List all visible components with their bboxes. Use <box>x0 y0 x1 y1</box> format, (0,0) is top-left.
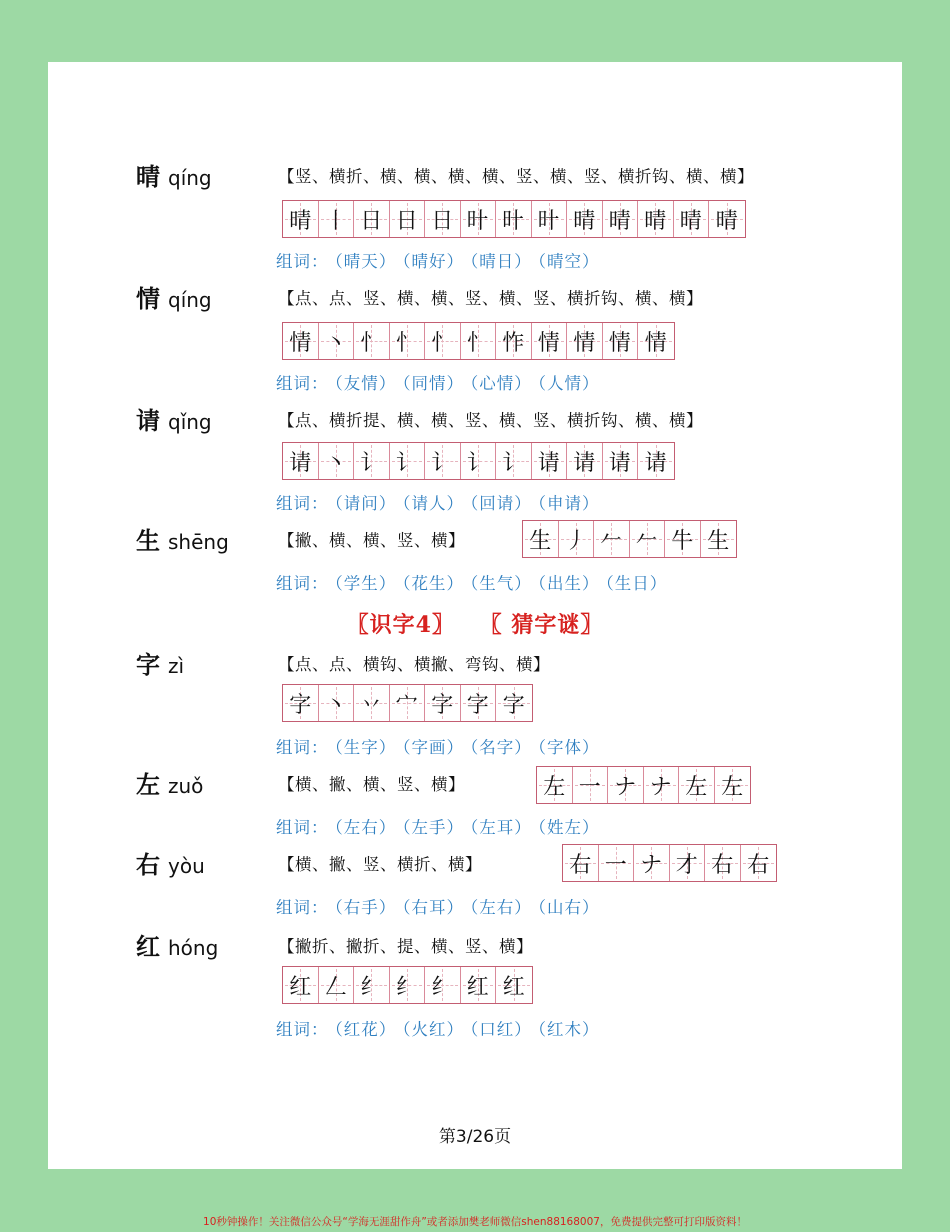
word-group-line <box>276 814 600 838</box>
word-item: （山右） <box>537 898 600 917</box>
stroke-step: 字 <box>502 692 525 718</box>
stroke-grid-cell <box>496 201 532 237</box>
stroke-grid-cell <box>523 521 559 557</box>
stroke-step: 牛 <box>671 528 694 554</box>
stroke-step: 晴 <box>715 208 738 234</box>
word-group-label: 组词： <box>276 494 329 513</box>
section-title-part1: 〖识字4〗 <box>346 612 455 638</box>
stroke-grid-cell <box>354 201 390 237</box>
stroke-grid-cell <box>599 845 635 881</box>
stroke-step: 请 <box>608 450 631 476</box>
stroke-grid-cell <box>461 967 497 1003</box>
stroke-step: 红 <box>289 974 312 1000</box>
word-group-label: 组词： <box>276 898 329 917</box>
word-item: （右耳） <box>402 898 464 917</box>
stroke-grid-cell <box>461 685 497 721</box>
stroke-grid-cell <box>390 685 426 721</box>
pinyin: qíng <box>168 288 212 312</box>
stroke-order-text: 【点、横折提、横、横、竖、横、竖、横折钩、横、横】 <box>278 411 703 430</box>
stroke-grid-cell <box>390 443 426 479</box>
stroke-order-text: 【横、撇、竖、横折、横】 <box>278 855 482 874</box>
pinyin: hóng <box>168 936 219 960</box>
stroke-step: 红 <box>502 974 525 1000</box>
stroke-grid-cell <box>461 201 497 237</box>
stroke-grid-cell <box>532 443 568 479</box>
stroke-grid-cell <box>537 767 573 803</box>
footer-note: 10秒钟操作！关注微信公众号“学海无涯甜作舟”或者添加樊老师微信shen88168007，免费提供完整可打印版资料！ <box>203 1216 747 1228</box>
stroke-step: 丷 <box>360 692 383 718</box>
pinyin: zì <box>168 654 185 678</box>
stroke-grid-cell <box>567 201 603 237</box>
word-group-line <box>276 490 600 514</box>
stroke-step: 旪 <box>466 208 489 234</box>
stroke-step: 字 <box>466 692 489 718</box>
word-group-label: 组词： <box>276 738 329 757</box>
character: 左 <box>136 770 160 799</box>
stroke-step: 讠 <box>502 450 525 476</box>
stroke-step: 讠 <box>466 450 489 476</box>
stroke-grid <box>522 520 737 558</box>
stroke-order-text: 【横、撇、横、竖、横】 <box>278 775 465 794</box>
stroke-grid-cell <box>496 443 532 479</box>
stroke-grid-cell <box>425 967 461 1003</box>
stroke-grid-cell <box>594 521 630 557</box>
stroke-grid-cell <box>603 323 639 359</box>
stroke-grid-cell <box>563 845 599 881</box>
stroke-grid-cell <box>319 685 355 721</box>
word-item: （左耳） <box>470 818 532 837</box>
stroke-step: 旪 <box>537 208 560 234</box>
stroke-step: 晴 <box>608 208 631 234</box>
stroke-step: 一 <box>578 774 601 800</box>
stroke-grid-cell <box>354 685 390 721</box>
word-item: （右手） <box>334 898 397 917</box>
stroke-grid <box>282 684 533 722</box>
stroke-step: 情 <box>608 330 631 356</box>
character-heading <box>136 770 203 801</box>
stroke-step: 请 <box>537 450 560 476</box>
stroke-grid-cell <box>638 201 674 237</box>
stroke-grid-cell <box>532 201 568 237</box>
stroke-grid-cell <box>665 521 701 557</box>
word-item: （左右） <box>334 818 397 837</box>
stroke-grid-cell <box>461 443 497 479</box>
stroke-step: 宀 <box>395 692 418 718</box>
stroke-order-text: 【点、点、竖、横、横、竖、横、竖、横折钩、横、横】 <box>278 289 703 308</box>
stroke-step: 生 <box>707 528 730 554</box>
stroke-step: 纟 <box>431 974 454 1000</box>
stroke-grid-cell <box>559 521 595 557</box>
word-group-line <box>276 894 600 918</box>
word-group-line <box>276 248 600 272</box>
character: 字 <box>136 650 160 679</box>
stroke-step: ナ <box>649 774 672 800</box>
stroke-step: 丶 <box>324 450 347 476</box>
stroke-grid-cell <box>319 201 355 237</box>
stroke-step: 情 <box>573 330 596 356</box>
stroke-grid-cell <box>715 767 751 803</box>
stroke-grid-cell <box>283 685 319 721</box>
stroke-step: 请 <box>573 450 596 476</box>
stroke-grid-cell <box>573 767 609 803</box>
stroke-step: 𠃋 <box>324 974 347 1000</box>
word-item: （出生） <box>537 574 600 593</box>
word-item: （学生） <box>334 574 397 593</box>
word-item: （人情） <box>537 374 600 393</box>
stroke-step: 右 <box>569 852 592 878</box>
stroke-grid-cell <box>496 323 532 359</box>
word-item: （请人） <box>402 494 464 513</box>
stroke-step: ナ <box>640 852 663 878</box>
stroke-step: 纟 <box>360 974 383 1000</box>
stroke-grid-cell <box>496 967 532 1003</box>
character-heading <box>136 284 212 315</box>
stroke-step: 讠 <box>360 450 383 476</box>
pinyin: shēng <box>168 530 229 554</box>
word-group-line <box>276 1016 600 1040</box>
stroke-grid <box>282 442 675 480</box>
stroke-grid-cell <box>634 845 670 881</box>
pinyin: qíng <box>168 166 212 190</box>
section-title-part2: 〖 猜字谜〗 <box>479 612 604 638</box>
stroke-step: 左 <box>721 774 744 800</box>
stroke-step: ナ <box>614 774 637 800</box>
stroke-step: 讠 <box>431 450 454 476</box>
stroke-step: 请 <box>644 450 667 476</box>
stroke-step: 日 <box>431 208 454 234</box>
stroke-grid-cell <box>283 201 319 237</box>
word-item: （红花） <box>334 1020 397 1039</box>
word-item: （请问） <box>334 494 397 513</box>
stroke-grid-cell <box>674 201 710 237</box>
word-item: （名字） <box>470 738 532 757</box>
stroke-grid-cell <box>283 967 319 1003</box>
stroke-grid-cell <box>638 443 674 479</box>
word-item: （申请） <box>537 494 600 513</box>
stroke-order-text: 【竖、横折、横、横、横、横、竖、横、竖、横折钩、横、横】 <box>278 167 754 186</box>
stroke-grid-cell <box>283 323 319 359</box>
stroke-grid <box>536 766 751 804</box>
word-item: （生气） <box>470 574 532 593</box>
word-item: （心情） <box>470 374 532 393</box>
stroke-step: 生 <box>529 528 552 554</box>
word-item: （晴日） <box>470 252 532 271</box>
word-group-label: 组词： <box>276 252 329 271</box>
stroke-grid-cell <box>354 967 390 1003</box>
stroke-step: 𠂉 <box>635 528 658 554</box>
character: 晴 <box>136 162 160 191</box>
word-item: （字画） <box>402 738 464 757</box>
stroke-grid-cell <box>567 323 603 359</box>
stroke-grid-cell <box>390 967 426 1003</box>
stroke-step: 请 <box>289 450 312 476</box>
stroke-step: 晴 <box>573 208 596 234</box>
stroke-step: 忄 <box>466 330 489 356</box>
word-item: （姓左） <box>537 818 600 837</box>
stroke-step: 丿 <box>564 528 587 554</box>
character-heading <box>136 406 212 437</box>
word-item: （同情） <box>402 374 464 393</box>
stroke-grid-cell <box>390 201 426 237</box>
word-group-label: 组词： <box>276 1020 329 1039</box>
stroke-step: 忄 <box>360 330 383 356</box>
stroke-grid-cell <box>701 521 737 557</box>
character-heading <box>136 850 205 881</box>
stroke-step: 丨 <box>324 208 347 234</box>
character: 红 <box>136 932 160 961</box>
stroke-grid-cell <box>425 685 461 721</box>
stroke-grid-cell <box>283 443 319 479</box>
stroke-order-text: 【撇、横、横、竖、横】 <box>278 531 465 550</box>
stroke-grid-cell <box>354 323 390 359</box>
stroke-step: 晴 <box>644 208 667 234</box>
character: 右 <box>136 850 160 879</box>
stroke-step: 纟 <box>395 974 418 1000</box>
character-heading <box>136 162 212 193</box>
stroke-step: 丶 <box>324 330 347 356</box>
section-title <box>48 608 902 639</box>
stroke-grid-cell <box>425 443 461 479</box>
stroke-step: 𠂉 <box>600 528 623 554</box>
stroke-step: 忄 <box>395 330 418 356</box>
stroke-step: 忄 <box>431 330 454 356</box>
character-heading <box>136 650 184 681</box>
stroke-grid-cell <box>741 845 777 881</box>
stroke-step: 情 <box>644 330 667 356</box>
word-group-label: 组词： <box>276 574 329 593</box>
stroke-order-text: 【撇折、撇折、提、横、竖、横】 <box>278 937 533 956</box>
page-number: 第3/26页 <box>438 1127 512 1147</box>
stroke-grid-cell <box>390 323 426 359</box>
stroke-grid-cell <box>425 201 461 237</box>
stroke-step: 晴 <box>289 208 312 234</box>
stroke-grid-cell <box>567 443 603 479</box>
stroke-step: 日 <box>395 208 418 234</box>
character-heading <box>136 932 218 963</box>
stroke-grid-cell <box>354 443 390 479</box>
stroke-grid-cell <box>319 323 355 359</box>
word-item: （左手） <box>402 818 464 837</box>
character: 请 <box>136 406 160 435</box>
stroke-step: 才 <box>675 852 698 878</box>
stroke-grid-cell <box>425 323 461 359</box>
stroke-grid-cell <box>496 685 532 721</box>
stroke-step: 日 <box>360 208 383 234</box>
stroke-step: 情 <box>289 330 312 356</box>
stroke-grid-cell <box>608 767 644 803</box>
word-group-label: 组词： <box>276 374 329 393</box>
stroke-grid-cell <box>670 845 706 881</box>
word-item: （回请） <box>470 494 532 513</box>
stroke-step: 晴 <box>679 208 702 234</box>
word-group-line <box>276 734 600 758</box>
worksheet-page <box>48 62 902 1169</box>
stroke-grid-cell <box>705 845 741 881</box>
word-item: （生日） <box>605 574 668 593</box>
character-heading <box>136 526 229 557</box>
word-group-line <box>276 570 667 594</box>
word-item: （生字） <box>334 738 397 757</box>
word-item: （火红） <box>402 1020 464 1039</box>
word-item: （晴好） <box>402 252 464 271</box>
word-group-line <box>276 370 600 394</box>
stroke-grid-cell <box>679 767 715 803</box>
stroke-grid-cell <box>603 443 639 479</box>
stroke-grid <box>282 966 533 1004</box>
stroke-grid <box>562 844 777 882</box>
stroke-step: 旪 <box>502 208 525 234</box>
stroke-grid-cell <box>709 201 745 237</box>
stroke-grid-cell <box>461 323 497 359</box>
stroke-order-text: 【点、点、横钩、横撇、弯钩、横】 <box>278 655 550 674</box>
stroke-step: 左 <box>685 774 708 800</box>
word-group-label: 组词： <box>276 818 329 837</box>
stroke-grid-cell <box>644 767 680 803</box>
word-item: （红木） <box>537 1020 600 1039</box>
stroke-grid-cell <box>319 443 355 479</box>
pinyin: zuǒ <box>168 774 204 798</box>
stroke-step: 怍 <box>502 330 525 356</box>
stroke-grid-cell <box>638 323 674 359</box>
stroke-grid <box>282 200 746 238</box>
stroke-step: 右 <box>711 852 734 878</box>
character: 情 <box>136 284 160 313</box>
stroke-step: 丶 <box>324 692 347 718</box>
word-item: （晴空） <box>537 252 600 271</box>
stroke-grid-cell <box>532 323 568 359</box>
pinyin: yòu <box>168 854 205 878</box>
word-item: （友情） <box>334 374 397 393</box>
stroke-step: 红 <box>466 974 489 1000</box>
word-item: （花生） <box>402 574 464 593</box>
word-item: （字体） <box>537 738 600 757</box>
stroke-grid-cell <box>319 967 355 1003</box>
pinyin: qǐng <box>168 410 212 434</box>
stroke-step: 右 <box>747 852 770 878</box>
stroke-grid <box>282 322 675 360</box>
stroke-step: 字 <box>431 692 454 718</box>
word-item: （左右） <box>470 898 532 917</box>
stroke-step: 左 <box>543 774 566 800</box>
stroke-step: 情 <box>537 330 560 356</box>
character: 生 <box>136 526 160 555</box>
stroke-grid-cell <box>603 201 639 237</box>
stroke-step: 讠 <box>395 450 418 476</box>
word-item: （口红） <box>470 1020 532 1039</box>
stroke-step: 一 <box>604 852 627 878</box>
stroke-grid-cell <box>630 521 666 557</box>
stroke-step: 字 <box>289 692 312 718</box>
word-item: （晴天） <box>334 252 397 271</box>
